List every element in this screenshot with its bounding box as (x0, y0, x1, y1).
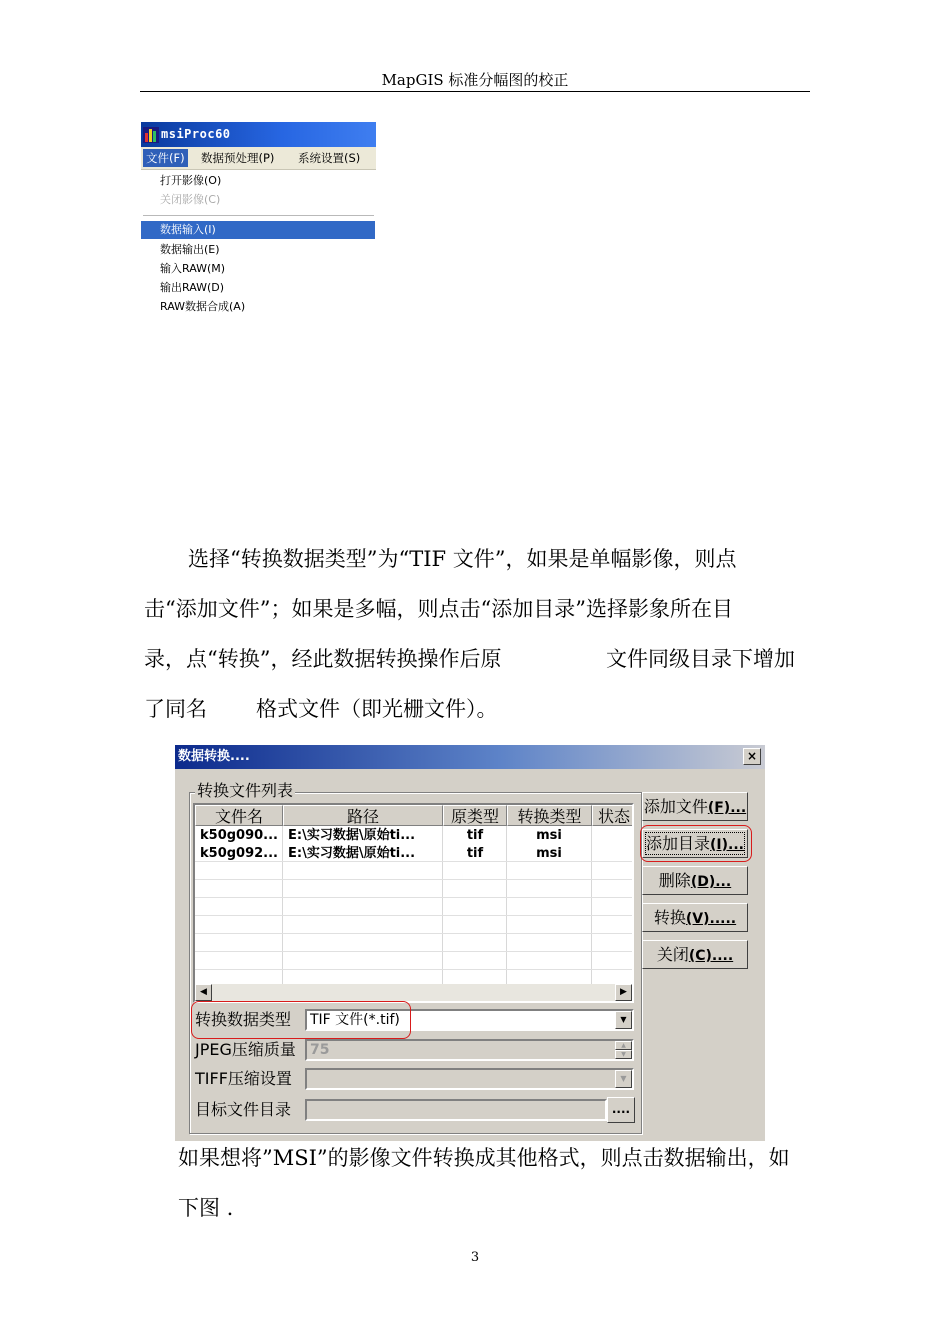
table-cell: E:\实习数据\原始ti... (288, 828, 416, 843)
file-list-table[interactable] (193, 803, 634, 1003)
grid-line (506, 826, 507, 986)
menu-separator (143, 215, 374, 217)
paragraph1-line2: 击“添加文件”；如果是多幅，则点击“添加目录”选择影象所在目 (144, 597, 733, 621)
browse-button[interactable]: .... (607, 1097, 635, 1123)
grid-line (282, 826, 283, 986)
column-header-target-type[interactable]: 转换类型 (507, 805, 592, 826)
page-header: MapGIS 标准分幅图的校正 (381, 71, 569, 89)
table-cell: msi (536, 846, 562, 861)
file-list-group-label: 转换文件列表 (197, 781, 294, 800)
add-directory-key: (I)... (710, 837, 744, 853)
menu-item-raw-merge[interactable]: RAW数据合成(A) (160, 300, 246, 313)
target-dir-input[interactable] (305, 1099, 607, 1121)
paragraph2-line1: 如果想将”MSI”的影像文件转换成其他格式，则点击数据输出，如 (178, 1146, 790, 1170)
dialog-titlebar (175, 745, 765, 769)
spin-up-icon[interactable]: ▲ (615, 1041, 632, 1050)
delete-button[interactable] (642, 866, 748, 895)
column-header-filename[interactable]: 文件名 (195, 805, 283, 826)
chevron-down-icon[interactable]: ▼ (615, 1070, 632, 1088)
add-directory-label: 添加目录 (646, 834, 711, 853)
tiff-compress-label: TIFF压缩设置 (195, 1069, 292, 1088)
column-header-path[interactable]: 路径 (283, 805, 443, 826)
paragraph1-line3b: 文件同级目录下增加 (606, 647, 795, 671)
table-cell: tif (466, 846, 484, 861)
table-cell: msi (536, 828, 562, 843)
menu-screenshot (141, 122, 376, 322)
delete-key: (D)... (690, 874, 732, 890)
close-icon[interactable]: × (743, 748, 761, 765)
column-header-status[interactable]: 状态 (592, 805, 634, 826)
paragraph1-line1: 选择“转换数据类型”为“TIF 文件”，如果是单幅影像，则点 (188, 547, 737, 571)
chevron-down-icon[interactable]: ▼ (615, 1011, 632, 1029)
menu-settings[interactable]: 系统设置(S) (298, 151, 361, 165)
jpeg-quality-spinner[interactable] (305, 1039, 634, 1061)
menu-item-close-image: 关闭影像(C) (160, 193, 221, 206)
grid-line (195, 951, 632, 952)
spin-down-icon[interactable]: ▼ (615, 1050, 632, 1059)
data-convert-dialog (175, 745, 765, 1141)
menu-preprocess[interactable]: 数据预处理(P) (201, 151, 275, 165)
delete-label: 删除 (658, 871, 691, 890)
horizontal-scrollbar[interactable] (195, 984, 632, 1001)
page-number: 3 (470, 1250, 480, 1265)
convert-label: 转换 (653, 908, 686, 927)
target-dir-label: 目标文件目录 (195, 1100, 292, 1119)
menubar (141, 147, 376, 170)
grid-line (195, 933, 632, 934)
grid-line (591, 826, 592, 986)
close-label: 关闭 (656, 945, 689, 964)
app-titlebar (141, 122, 376, 147)
header-rule (140, 91, 810, 92)
tiff-compress-select[interactable] (305, 1068, 634, 1090)
menu-item-input-raw[interactable]: 输入RAW(M) (160, 262, 226, 275)
grid-line (195, 879, 632, 880)
table-cell: tif (466, 828, 484, 843)
add-file-label: 添加文件 (643, 797, 708, 816)
menu-file[interactable]: 文件(F) (143, 149, 188, 167)
highlight-convert-type (191, 1001, 411, 1039)
convert-type-value: TIF 文件(*.tif) (310, 1012, 400, 1028)
grid-line (195, 897, 632, 898)
paragraph1-line4a: 了同名 (144, 697, 207, 721)
scroll-left-icon[interactable]: ◀ (195, 984, 212, 1001)
table-cell: k50g092... (200, 846, 278, 861)
grid-line (195, 969, 632, 970)
grid-line (195, 915, 632, 916)
menu-item-open-image[interactable]: 打开影像(O) (160, 174, 222, 187)
add-file-button[interactable] (642, 792, 748, 821)
grid-line (442, 826, 443, 986)
highlight-add-directory (640, 825, 752, 862)
menu-item-data-input[interactable]: 数据输入(I) (141, 221, 375, 239)
close-key: (C).... (688, 948, 734, 964)
paragraph1-line3a: 录，点“转换”，经此数据转换操作后原 (144, 647, 502, 671)
jpeg-quality-value: 75 (310, 1042, 330, 1058)
convert-type-label: 转换数据类型 (195, 1010, 292, 1029)
add-file-key: (F)... (707, 800, 747, 816)
column-header-source-type[interactable]: 原类型 (443, 805, 507, 826)
convert-key: (V)..... (685, 911, 737, 927)
app-icon (143, 125, 159, 143)
convert-button[interactable] (642, 903, 748, 932)
paragraph1-line4b: 格式文件（即光栅文件）。 (256, 697, 498, 721)
jpeg-quality-label: JPEG压缩质量 (195, 1040, 296, 1059)
dialog-title: 数据转换.... (178, 749, 250, 764)
menu-item-output-raw[interactable]: 输出RAW(D) (160, 281, 225, 294)
app-title: msiProc60 (161, 127, 231, 141)
paragraph2-line2: 下图 . (178, 1196, 234, 1220)
scroll-right-icon[interactable]: ▶ (615, 984, 632, 1001)
table-cell: k50g090... (200, 828, 278, 843)
menu-item-data-output[interactable]: 数据输出(E) (160, 243, 220, 256)
close-button[interactable] (642, 940, 748, 969)
table-cell: E:\实习数据\原始ti... (288, 846, 416, 861)
